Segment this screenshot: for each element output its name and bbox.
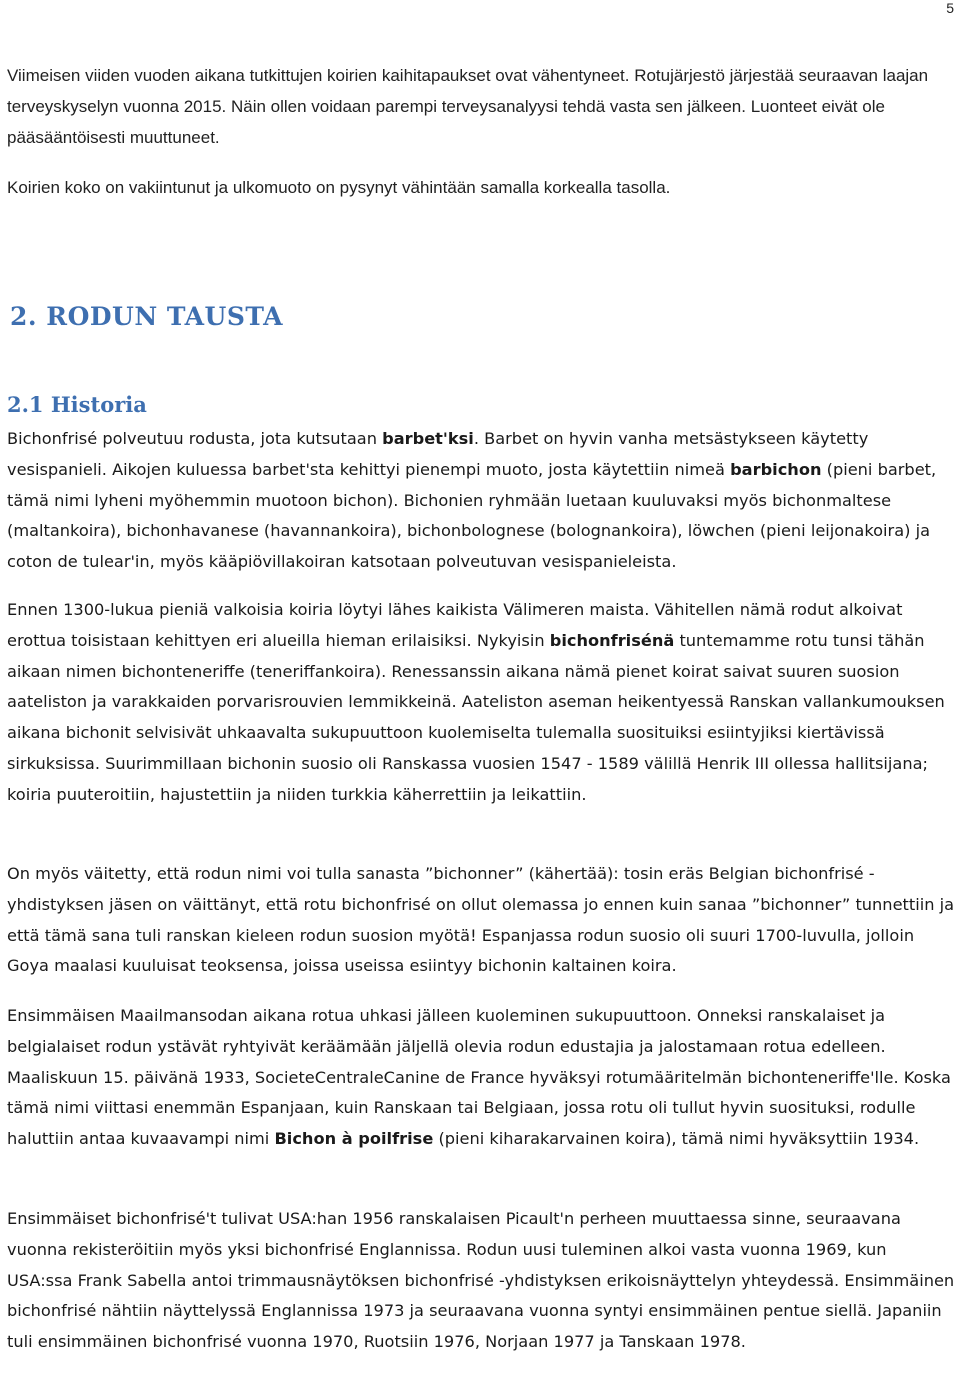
intro-text-2: Koirien koko on vakiintunut ja ulkomuoto on pysynyt vähintään samalla korkealla tasolla. (7, 178, 671, 197)
intro-paragraph (7, 60, 952, 153)
text-run: Ensimmäisen Maailmansodan aikana rotua uhkasi jälleen kuoleminen sukupuuttoon. Onneksi ranskalaiset ja belgialaiset rodun ystävät ryhtyivät keräämään jäljellä olevia rodun edustajia ja jalostamaan rotua edelleen. Maaliskuun 15. päivänä 1933, SocieteCentraleCanine de France hyväksyi rotumääritelmän bichonteneriffe'lle. Koska tämä nimi viittasi enemmän Espanjaan, kuin Ranskaan tai Belgiaan, jossa rotu oli tullut hyvin suosituksi, rodulle haluttiin antaa kuvaavampi nimi (7, 1006, 951, 1149)
text-run: . Barbet on hyvin vanha metsästykseen käytetty vesispanieli. Aikojen kuluessa barbet'sta kehittyi pienempi muoto, josta käytettiin nimeä (7, 429, 869, 479)
term-bichonfrisena: bichonfrisénä (549, 630, 675, 650)
text-run: Ennen 1300-lukua pieniä valkoisia koiria löytyi lähes kaikista Välimeren maista. Vähitellen nämä rodut alkoivat erottua toisistaan kehittyen eri alueilla hieman erilaisiksi. Nykyisin (7, 600, 903, 650)
page-number: 5 (946, 0, 954, 16)
intro-text: Viimeisen viiden vuoden aikana tutkittujen koirien kaihitapaukset ovat vähentyneet. Rotujärjestö järjestää seuraavan laajan terveyskyselyn vuonna 2015. Näin ollen voidaan parempi terveysanalyysi tehdä vasta sen jälkeen. Luonteet eivät ole pääsääntöisesti muuttuneet. (7, 66, 929, 147)
subsection-heading-historia: 2.1 Historia (7, 392, 147, 417)
history-paragraph-4 (7, 1001, 957, 1155)
text-run: On myös väitetty, että rodun nimi voi tulla sanasta ”bichonner” (kähertää): tosin eräs Belgian bichonfrisé -yhdistyksen jäsen on väittänyt, että rotu bichonfrisé on ollut olemassa jo ennen kuin sanaa ”bichonner” tunnettiin ja että tämä sana tuli ranskan kieleen rodun suosion myötä! Espanjassa rodun suosio oli suuri 1700-luvulla, jolloin Goya maalasi kuuluisat teoksensa, joissa useissa esiintyy bichonin kaltainen koira. (7, 864, 955, 976)
history-paragraph-1 (7, 424, 957, 578)
term-barbichon: barbichon (730, 459, 822, 479)
history-paragraph-2 (7, 595, 957, 811)
text-run: Ensimmäiset bichonfrisé't tulivat USA:han 1956 ranskalaisen Picault'n perheen muuttaessa sinne, seuraavana vuonna rekisteröitiin myös yksi bichonfrisé Englannissa. Rodun uusi tuleminen alkoi vasta vuonna 1969, kun USA:ssa Frank Sabella antoi trimmausnäytöksen bichonfrisé -yhdistyksen erikoisnäyttelyn yhteydessä. Ensimmäinen bichonfrisé nähtiin näyttelyssä Englannissa 1973 ja seuraavana vuonna syntyi ensimmäinen pentue siellä. Japaniin tuli ensimmäinen bichonfrisé vuonna 1970, Ruotsiin 1976, Norjaan 1977 ja Tanskaan 1978. (7, 1209, 955, 1352)
text-run: Bichonfrisé polveutuu rodusta, jota kutsutaan (7, 429, 383, 448)
term-barbet: barbet'ksi (382, 429, 474, 448)
text-run: (pieni barbet, tämä nimi lyheni myöhemmin muotoon bichon). Bichonien ryhmään luetaan kuuluvaksi myös bichonmaltese (maltankoira), bichonhavanese (havannankoira), bichonbolognese (bolognankoira), löwchen (pieni leijonakoira) ja coton de tulear'in, myös kääpiövillakoiran katsotaan polveutuvan vesispanieleista. (7, 459, 937, 572)
history-paragraph-3 (7, 859, 957, 982)
intro-paragraph-2 (7, 172, 952, 203)
text-run: tuntemamme rotu tunsi tähän aikaan nimen bichonteneriffe (teneriffankoira). Renessanssin aikana nämä pienet koirat saivat suuren suosion aateliston ja varakkaiden porvarisrouvien lemmikkeinä. Aateliston aseman heikentyessä Ranskan vallankumouksen aikana bichonit selvisivät uhkaavalta sukupuuttoon kuolemiselta tulemalla suosituiksi esiintyjiksi kiertävissä sirkuksissa. Suurimmillaan bichonin suosio oli Ranskassa vuosien 1547 - 1589 välillä Henrik III ollessa hallitsijana; koiria puuteroitiin, hajustettiin ja niiden turkkia käherrettiin ja leikattiin. (7, 630, 945, 804)
history-paragraph-5 (7, 1204, 957, 1358)
section-heading-rodun-tausta: 2. RODUN TAUSTA (10, 302, 284, 331)
term-bichon-a-poilfrise: Bichon à poilfrise (274, 1129, 434, 1149)
text-run: (pieni kiharakarvainen koira), tämä nimi hyväksyttiin 1934. (433, 1129, 920, 1149)
